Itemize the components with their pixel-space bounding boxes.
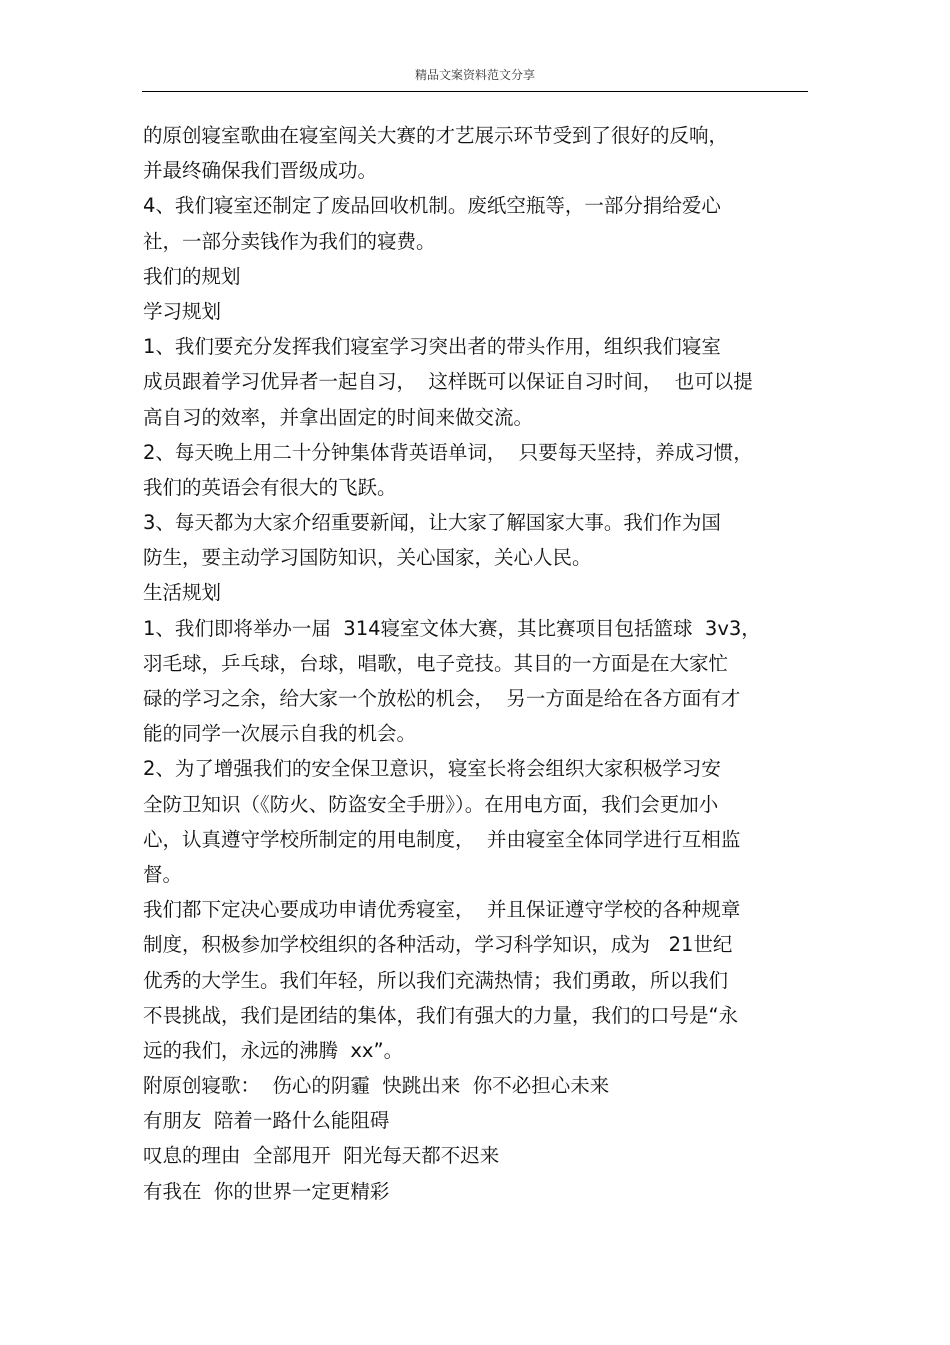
song-line: 有朋友 陪着一路什么能阻碍 [143,1109,390,1133]
text-line: 2、为了增强我们的安全保卫意识，寝室长将会组织大家积极学习安 [143,757,721,781]
song-line: 附原创寝歌： 伤心的阴霾 快跳出来 你不必担心未来 [143,1074,610,1098]
text-line: 督。 [143,862,183,886]
header-divider [142,91,808,92]
text-line: 羽毛球，乒乓球，台球，唱歌，电子竞技。其目的一方面是在大家忙 [143,651,729,675]
song-line: 叹息的理由 全部甩开 阳光每天都不迟来 [143,1144,500,1168]
text-line: 防生，要主动学习国防知识，关心国家，关心人民。 [143,546,592,570]
section-heading: 生活规划 [143,581,222,605]
text-line: 远的我们，永远的沸腾 xx”。 [143,1038,404,1062]
song-line: 有我在 你的世界一定更精彩 [143,1179,390,1203]
text-line: 1、我们要充分发挥我们寝室学习突出者的带头作用，组织我们寝室 [143,335,721,359]
text-line: 心，认真遵守学校所制定的用电制度， 并由寝室全体同学进行互相监 [143,827,741,851]
text-line: 不畏挑战，我们是团结的集体，我们有强大的力量，我们的口号是“永 [143,1003,739,1027]
text-line: 并最终确保我们晋级成功。 [143,159,378,183]
text-line: 社，一部分卖钱作为我们的寝费。 [143,229,436,253]
text-line: 4、我们寝室还制定了废品回收机制。废纸空瓶等，一部分捐给爱心 [143,194,721,218]
section-heading: 学习规划 [143,299,222,323]
text-line: 能的同学一次展示自我的机会。 [143,722,417,746]
section-heading: 我们的规划 [143,264,241,288]
document-body [143,118,823,1209]
text-line: 2、每天晚上用二十分钟集体背英语单词， 只要每天坚持，养成习惯， [143,440,753,464]
text-line: 的原创寝室歌曲在寝室闯关大赛的才艺展示环节受到了很好的反响， [143,124,729,147]
text-line: 我们都下定决心要成功申请优秀寝室， 并且保证遵守学校的各种规章 [143,898,741,922]
text-line: 1、我们即将举办一届 314寝室文体大赛，其比赛项目包括篮球 3v3， [143,616,761,640]
text-line: 全防卫知识（《防火、防盗安全手册》）。在用电方面，我们会更加小 [143,792,719,816]
text-line: 我们的英语会有很大的飞跃。 [143,475,397,499]
text-line: 制度，积极参加学校组织的各种活动，学习科学知识，成为 21世纪 [143,933,733,957]
text-line: 碌的学习之余，给大家一个放松的机会， 另一方面是给在各方面有才 [143,687,741,710]
text-line: 优秀的大学生。我们年轻，所以我们充满热情；我们勇敢，所以我们 [143,968,729,992]
text-line: 成员跟着学习优异者一起自习， 这样既可以保证自习时间， 也可以提 [143,370,753,394]
text-line: 3、每天都为大家介绍重要新闻，让大家了解国家大事。我们作为国 [143,511,721,535]
page-header: 精品文案资料范文分享 [414,68,535,82]
text-line: 高自习的效率，并拿出固定的时间来做交流。 [143,405,534,429]
